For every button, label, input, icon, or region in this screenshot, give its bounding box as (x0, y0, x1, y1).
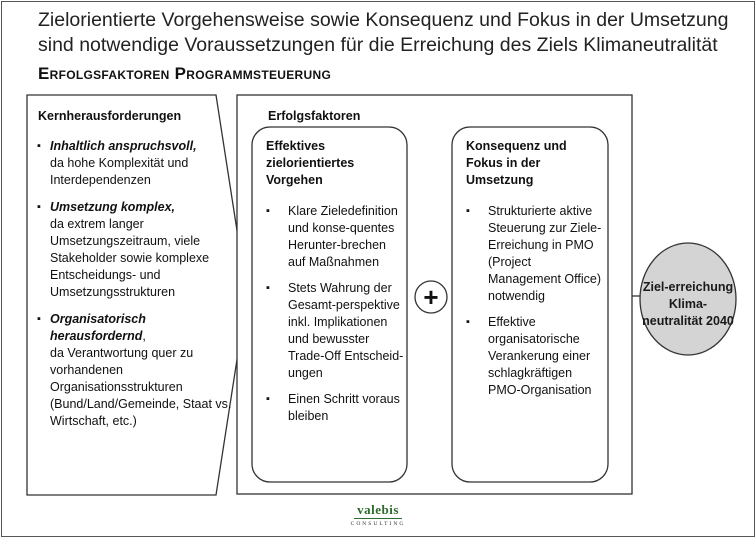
factor-1-item: ▪ Einen Schritt voraus bleiben (266, 391, 406, 425)
challenge-item (37, 138, 237, 189)
logo-name: valebis (357, 502, 399, 517)
factor-1-list (266, 203, 406, 434)
challenge-heading: Umsetzung komplex, (50, 200, 176, 214)
subtitle: Erfolgsfaktoren Programmsteuerung (38, 64, 332, 83)
factor-2-list (466, 203, 602, 408)
challenge-heading: Organisatorisch herausfordernd (50, 312, 146, 343)
challenge-text: da Verantwortung quer zu vorhandenen Organisationsstrukturen (Bund/Land/Gemeinde, Staat vs. Wirtschaft, etc.) (50, 346, 232, 428)
goal-text: Ziel-erreichung Klima-neutralität 2040 (642, 279, 734, 328)
factor-1-title: Effektives zielorientiertes Vorgehen (266, 139, 355, 187)
logo-sub: CONSULTING (350, 521, 406, 527)
factor-1-item: ▪ Klare Zieledefinition und konse-quentes Herunter-brechen auf Maßnahmen (266, 203, 406, 271)
challenge-item (37, 199, 237, 301)
challenge-heading-suffix: , (142, 329, 146, 343)
challenge-text: da extrem langer Umsetzungszeitraum, viele Stakeholder sowie komplexe Entscheidungs- und Umsetzungsstrukturen (50, 217, 210, 299)
factor-1-item: ▪ Stets Wahrung der Gesamt-perspektive inkl. Implikationen und bewusster Trade-Off Entscheid-ungen (266, 280, 406, 382)
challenges-list (37, 138, 237, 440)
challenge-heading: Inhaltlich anspruchsvoll, (50, 139, 197, 153)
headline-line-2: sind notwendige Voraussetzungen für die Erreichung des Ziels Klimaneutralität (38, 34, 718, 56)
challenge-item (37, 311, 237, 430)
factors-title: Erfolgsfaktoren (268, 109, 361, 123)
challenge-text: da hohe Komplexität und Interdependenzen (50, 156, 189, 187)
headline-line-1: Zielorientierte Vorgehensweise sowie Konsequenz und Fokus in der Umsetzung (38, 9, 729, 31)
plus-sign: + (423, 281, 439, 312)
factor-2-item: ▪ Effektive organisatorische Verankerung einer schlagkräftigen PMO-Organisation (466, 314, 602, 399)
challenges-title: Kernherausforderungen (38, 109, 182, 123)
factor-2-item: ▪ Strukturierte aktive Steuerung zur Ziele-Erreichung in PMO (Project Management Office) notwendig (466, 203, 602, 305)
factor-2-title: Konsequenz und Fokus in der Umsetzung (466, 139, 567, 187)
logo-divider (354, 518, 402, 519)
valebis-logo (348, 503, 408, 528)
